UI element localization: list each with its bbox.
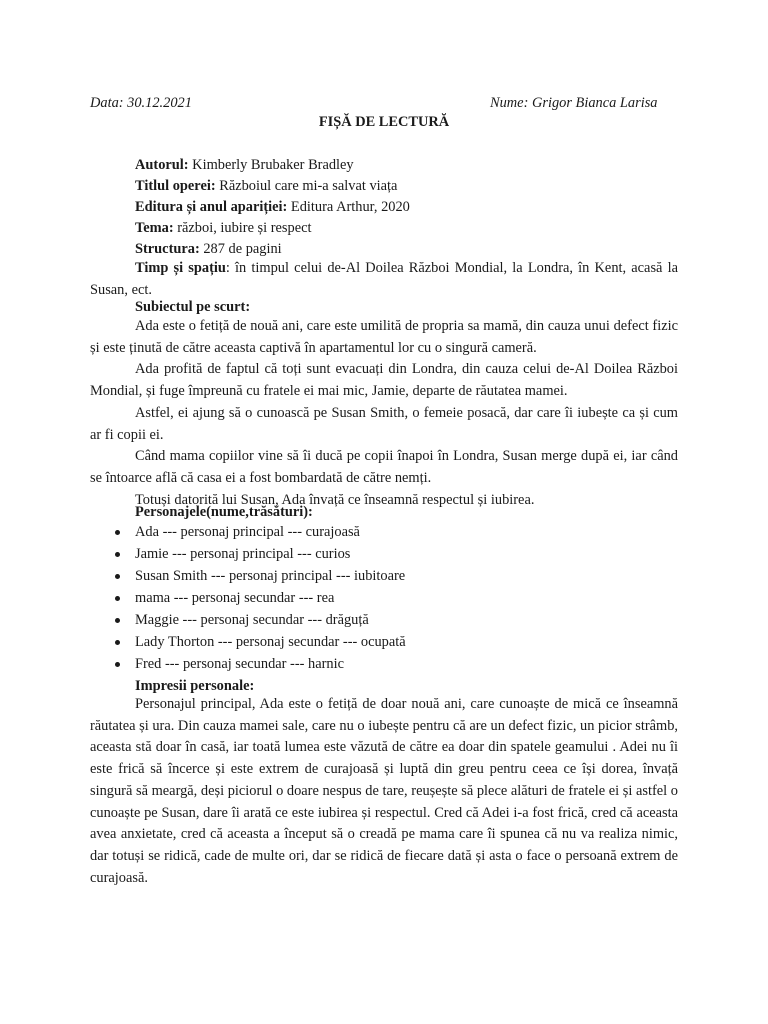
- bullet-icon: [115, 640, 120, 645]
- field-value: război, iubire și respect: [173, 220, 312, 236]
- impressions-heading: Impresii personale:: [135, 678, 255, 694]
- field-label: Tema:: [135, 220, 174, 236]
- field-value: Kimberly Brubaker Bradley: [188, 157, 354, 173]
- bullet-icon: [115, 574, 120, 579]
- field-label: Titlul operei:: [135, 178, 216, 194]
- field-author: [135, 156, 354, 174]
- bullet-icon: [115, 662, 120, 667]
- field-label: Autorul:: [135, 157, 189, 173]
- field-publisher: [135, 198, 410, 216]
- summary-paragraph: Ada este o fetiță de nouă ani, care este umilită de propria sa mamă, din cauza unui defect fizic și este ținută de către aceasta captivă în apartamentul lor cu o singură cameră.: [90, 318, 678, 356]
- document-title: FIȘĂ DE LECTURĂ: [318, 114, 450, 130]
- summary-paragraph: Astfel, ei ajung să o cunoască pe Susan Smith, o femeie posacă, dar care îi iubește ca și cum ar fi copii ei.: [90, 404, 678, 443]
- summary-paragraph: Ada profită de faptul că toți sunt evacuați din Londra, din cauza celui de-Al Doilea Război Mondial, și fuge împreună cu fratele ei mai mic, Jamie, departe de răutatea mamei.: [90, 361, 678, 400]
- date-text: Data: 30.12.2021: [90, 95, 192, 111]
- field-label: Structura:: [135, 241, 200, 257]
- field-value: 287 de pagini: [199, 241, 282, 257]
- characters-heading: Personajele(nume,trăsături):: [135, 504, 313, 520]
- field-value: : în timpul celui de-Al Doilea Război Mondial, la Londra, în Kent, acasă la Susan, ect.: [90, 260, 678, 298]
- field-structure: [135, 240, 282, 258]
- field-label: Editura și anul apariției:: [135, 199, 288, 215]
- field-theme: [135, 219, 312, 237]
- field-value: Editura Arthur, 2020: [287, 199, 410, 215]
- document-page: Data: 30.12.2021 Nume: Grigor Bianca Larisa FIȘĂ DE LECTURĂ Autorul: Kimberly Brubaker Bradley Titlul operei: Războiul care mi-a salvat viața Editura și anul apariției: Editura Arthur, 2020 Tema: război, iubire și respect Structura: 287 de pagini Timp și spațiu: în timpul celui de-Al Doilea Război Mondial, la Londra, în Kent, acasă la Susan, ect. Subiectul pe scurt: Ada este o fetiță de nouă ani, care este umilită de propria sa mamă, din cauza unui defect fizic și este ținută de către aceasta captivă în apartamentul lor cu o singură cameră. Ada profită de faptul că toți sunt evacuați din Londra, din cauza celui de-Al Doilea Război Mondial, și fuge împreună cu fratele ei mai mic, Jamie, departe de răutatea mamei. Astfel, ei ajung să o cunoască pe Susan Smith, o femeie posacă, dar care îi iubește ca și cum ar fi copii ei. Când mama copiilor vine să îi ducă pe copii înapoi în Londra, Susan merge după ei, iar când se întoarce află că casa ei a fost bombardată de către nemți. Totuși datorită lui Susan, Ada învață ce înseamnă respectul și iubirea. Personajele(nume,trăsături): Ada --- personaj principal --- curajoasă Jamie --- personaj principal --- curios Susan Smith --- personaj principal --- iubitoare mama --- personaj secundar --- rea Maggie --- personaj secundar --- drăguță Lady Thorton --- personaj secundar --- ocupată Fred --- personaj secundar --- harnic Impresii personale: Personajul principal, Ada este o fetiță de doar nouă ani, care cunoaște de mică ce înseamnă răutatea și ura. Din cauza mamei sale, care nu o iubește pentru că are un defect fizic, un picior strâmb, aceasta stă doar în casă, iar toată lumea este văzută de către ea doar din spatele geamului . Adei nu îi este frică să încerce și este extrem de curajoasă și luptă din greu pentru ceea ce își dorea, învață singură să meargă, deși piciorul o doare nespus de tare, reușește să plece alături de fratele ei și astfel o cunoaște pe Susan, dare îi arată ce este iubirea și respectul. Cred că Adei i-a fost frică, cred că aceasta avea anxietate, cred că aceasta a început să o creadă pe mama care îi spunea că nu va realiza nimic, dar totuși se ridică, cade de multe ori, dar se ridică de fiecare dată și asta o face o persoană extrem de curajoasă.: [0, 0, 768, 1024]
- bullet-icon: [115, 596, 120, 601]
- bullet-icon: [115, 552, 120, 557]
- summary-paragraph: Totuși datorită lui Susan, Ada învață ce înseamnă respectul și iubirea.: [135, 491, 535, 508]
- summary-heading: Subiectul pe scurt:: [135, 299, 251, 315]
- bullet-icon: [115, 530, 120, 535]
- field-time-space: [90, 258, 678, 301]
- summary-paragraph: Când mama copiilor vine să îi ducă pe copii înapoi în Londra, Susan merge după ei, iar când se întoarce află că casa ei a fost bombardată de către nemți.: [90, 448, 678, 486]
- impressions-paragraph: Personajul principal, Ada este o fetiță de doar nouă ani, care cunoaște de mică ce înseamnă răutatea și ura. Din cauza mamei sale, care nu o iubește pentru că are un defect fizic, un picior strâmb, aceasta stă doar în casă, iar toată lumea este văzută de către ea doar din spatele geamului . Adei nu îi este frică să încerce și este extrem de curajoasă și luptă din greu pentru ceea ce își dorea, învață singură să meargă, deși piciorul o doare nespus de tare, reușește să plece alături de fratele ei și astfel o cunoaște pe Susan, dare îi arată ce este iubirea și respectul. Cred că Adei i-a fost frică, cred că aceasta avea anxietate, cred că aceasta a început să o creadă pe mama care îi spunea că nu va realiza nimic, dar totuși se ridică, cade de multe ori, dar se ridică de fiecare dată și asta o face o persoană extrem de curajoasă.: [90, 696, 678, 886]
- summary-body: [90, 316, 678, 511]
- student-name-text: Nume: Grigor Bianca Larisa: [490, 95, 658, 111]
- field-title: [135, 177, 397, 195]
- field-value: Războiul care mi-a salvat viața: [215, 178, 398, 194]
- bullet-icon: [115, 618, 120, 623]
- field-label: Timp și spațiu: [135, 260, 226, 276]
- impressions-body: [90, 694, 678, 889]
